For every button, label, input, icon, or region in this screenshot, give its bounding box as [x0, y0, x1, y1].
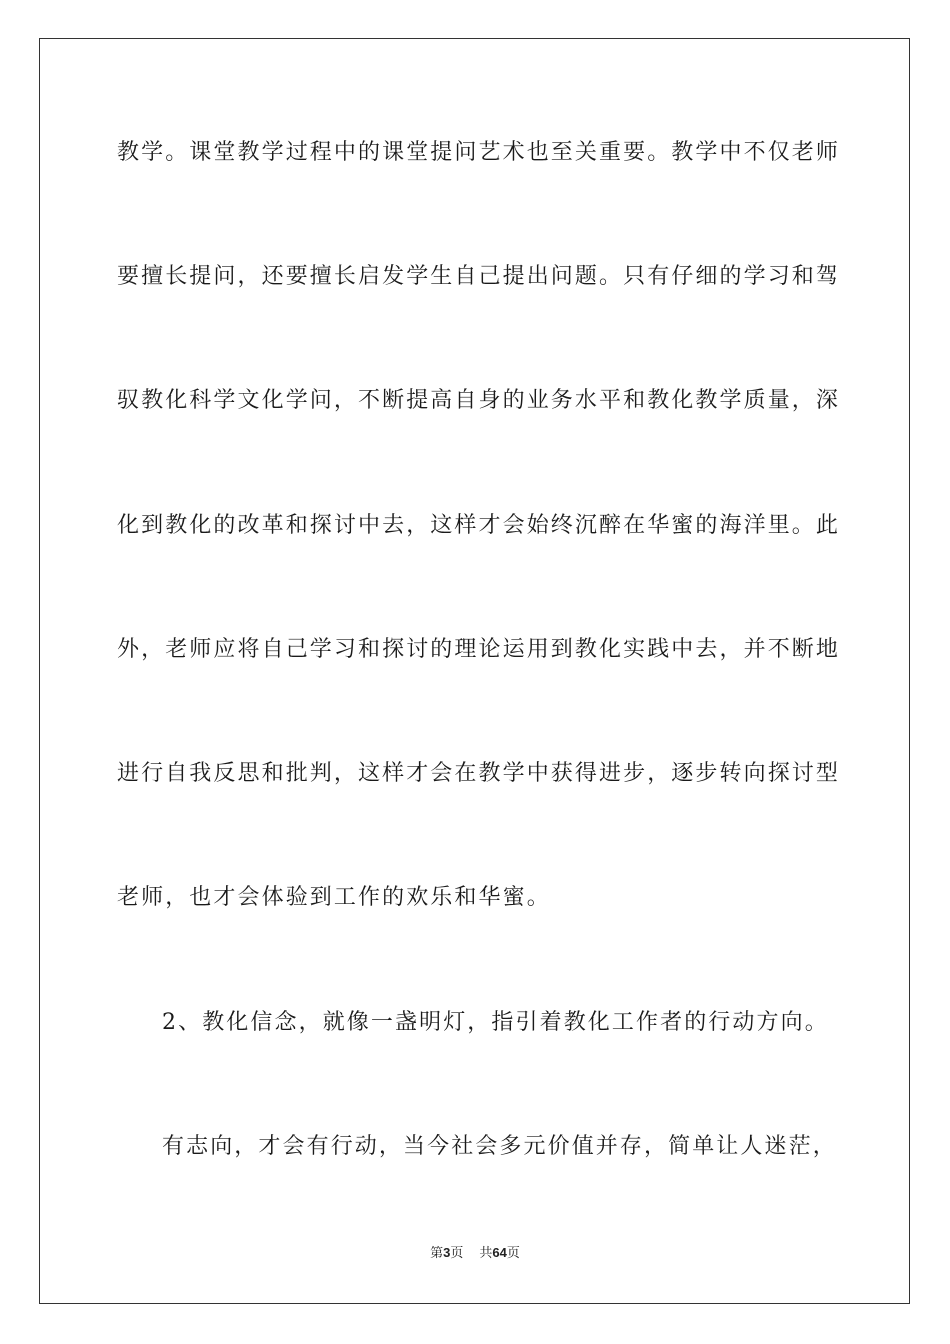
body-text-line-8: 2、教化信念，就像一盏明灯，指引着教化工作者的行动方向。	[162, 1010, 829, 1035]
body-text-line-2: 要擅长提问，还要擅长启发学生自己提出问题。只有仔细的学习和驾	[117, 264, 841, 289]
body-text-line-9: 有志向，才会有行动，当今社会多元价值并存，简单让人迷茫，	[162, 1134, 837, 1159]
body-text-line-6: 进行自我反思和批判，这样才会在教学中获得进步，逐步转向探讨型	[117, 761, 841, 786]
current-page-number: 3	[443, 1245, 451, 1260]
total-label-prefix: 共	[479, 1246, 493, 1261]
body-text-line-1: 教学。课堂教学过程中的课堂提问艺术也至关重要。教学中不仅老师	[117, 140, 841, 165]
total-label-suffix: 页	[506, 1246, 520, 1261]
page-border	[39, 38, 910, 1304]
page-label-suffix: 页	[450, 1246, 464, 1261]
total-pages-number: 64	[492, 1245, 507, 1260]
body-text-line-5: 外，老师应将自己学习和探讨的理论运用到教化实践中去，并不断地	[117, 637, 841, 662]
body-text-line-3: 驭教化科学文化学问，不断提高自身的业务水平和教化教学质量，深	[117, 388, 841, 413]
body-text-line-4: 化到教化的改革和探讨中去，这样才会始终沉醉在华蜜的海洋里。此	[117, 513, 841, 538]
body-text-line-7: 老师，也才会体验到工作的欢乐和华蜜。	[117, 885, 551, 910]
page-footer	[0, 1244, 950, 1263]
page-label-prefix: 第	[430, 1246, 444, 1261]
